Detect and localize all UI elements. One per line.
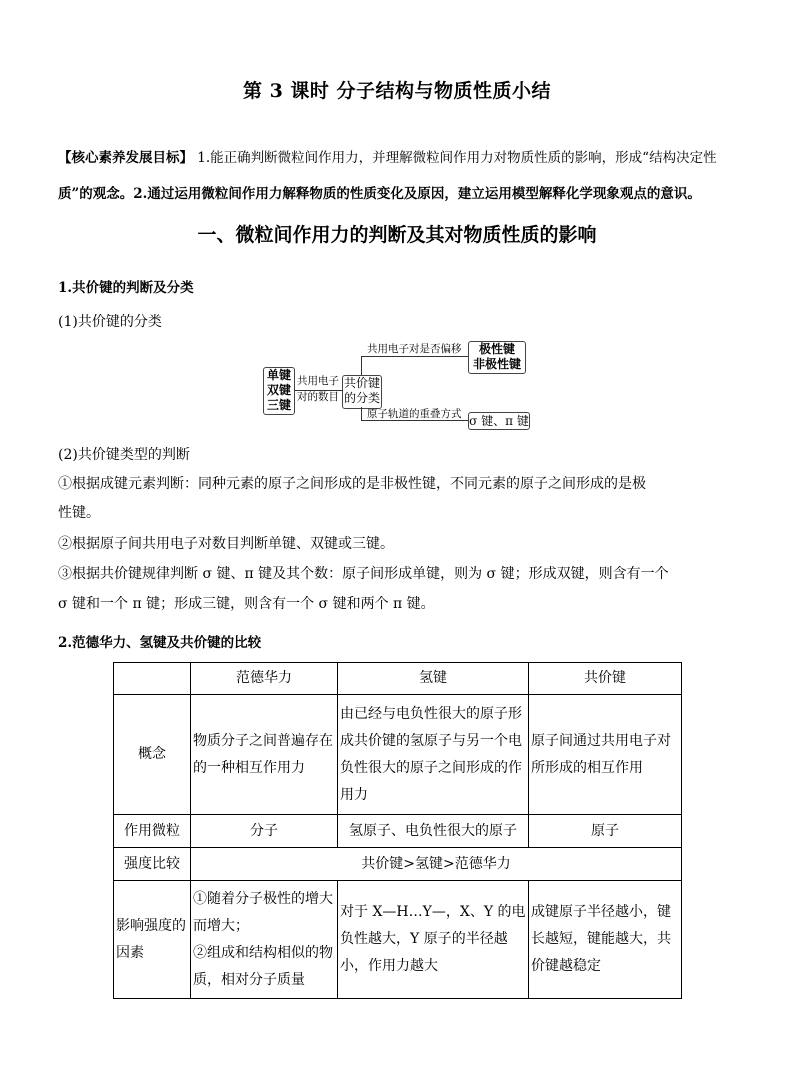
header-empty: [114, 663, 191, 695]
rule-3-line-b: σ 键和一个 π 键；形成三键，则含有一个 σ 键和两个 π 键。: [58, 596, 435, 612]
diagram-bottom-box: σ 键、π 键: [469, 414, 529, 428]
row-label-concept: 概念: [114, 695, 191, 815]
item1-sub2: (2)共价键类型的判断: [58, 447, 190, 463]
strength-value: 共价键>氢键>范德华力: [191, 848, 682, 881]
goals-line-1: [58, 140, 748, 176]
header-hbond: 氢键: [338, 663, 529, 695]
comparison-table: [113, 662, 682, 999]
table-row: [114, 881, 682, 999]
core-literacy-goals: [58, 140, 748, 212]
row-label-strength: 强度比较: [114, 848, 191, 881]
diagram-bottom-label: 原子轨道的重叠方式: [367, 408, 462, 420]
row-label-particles: 作用微粒: [114, 815, 191, 848]
header-covalent: 共价键: [529, 663, 682, 695]
bond-classification-diagram: [263, 338, 543, 434]
item1-sub1: (1)共价键的分类: [58, 314, 162, 330]
item1-heading: 1.共价键的判断及分类: [58, 280, 194, 296]
concept-vdw: 物质分子之间普遍存在的一种相互作用力: [191, 695, 338, 815]
particles-hbond: 氢原子、电负性很大的原子: [338, 815, 529, 848]
table-row: [114, 695, 682, 815]
goals-text-1: 1.能正确判断微粒间作用力，并理解微粒间作用力对物质性质的影响，形成“结构决定性: [193, 150, 717, 166]
diagram-left-box: 单键 双键 三键: [263, 367, 295, 415]
item2-heading: 2.范德华力、氢键及共价键的比较: [58, 635, 262, 651]
table-row: [114, 815, 682, 848]
section-title: 一、微粒间作用力的判断及其对物质性质的影响: [197, 224, 597, 246]
diagram-branch-top: [361, 356, 468, 357]
factors-covalent: 成键原子半径越小，键长越短，键能越大，共价键越稳定: [529, 881, 682, 999]
diagram-top-box: 极性键 非极性键: [468, 341, 526, 374]
rule-1-line-a: ①根据成键元素判断：同种元素的原子之间形成的是非极性键，不同元素的原子之间形成的是极: [58, 476, 646, 492]
rule-3-line-a: ③根据共价键规律判断 σ 键、π 键及其个数：原子间形成单键，则为 σ 键；形成双键，则含有一个: [58, 566, 669, 582]
particles-covalent: 原子: [529, 815, 682, 848]
diagram-link-label: 共用电子 对的数目: [297, 375, 339, 403]
factors-vdw-2: ②组成和结构相似的物质，相对分子质量: [193, 944, 333, 988]
header-vdw: 范德华力: [191, 663, 338, 695]
diagram-branch-vertical-2: [361, 407, 362, 420]
rule-1-line-b: 性键。: [58, 505, 100, 521]
factors-vdw: [191, 881, 338, 999]
diagram-top-label: 共用电子对是否偏移: [367, 343, 462, 355]
concept-hbond: 由已经与电负性很大的原子形成共价键的氢原子与另一个电负性很大的原子之间形成的作用力: [338, 695, 529, 815]
goals-line-2: 质”的观念。2.通过运用微粒间作用力解释物质的性质变化及原因，建立运用模型解释化学现象观点的意识。: [58, 186, 701, 202]
factors-vdw-1: ①随着分子极性的增大而增大；: [193, 890, 333, 934]
particles-vdw: 分子: [191, 815, 338, 848]
diagram-center-box: 共价键 的分类: [342, 375, 382, 409]
diagram-branch-vertical: [361, 356, 362, 375]
concept-covalent: 原子间通过共用电子对所形成的相互作用: [529, 695, 682, 815]
goals-tag: 【核心素养发展目标】: [58, 150, 193, 166]
lesson-title: 第 3 课时 分子结构与物质性质小结: [242, 80, 552, 102]
table-header-row: [114, 663, 682, 695]
row-label-factors: 影响强度的因素: [114, 881, 191, 999]
rule-2: ②根据原子间共用电子对数目判断单键、双键或三键。: [58, 536, 394, 552]
factors-hbond: 对于 X—H…Y—，X、Y 的电负性越大，Y 原子的半径越小，作用力越大: [338, 881, 529, 999]
table-row: [114, 848, 682, 881]
